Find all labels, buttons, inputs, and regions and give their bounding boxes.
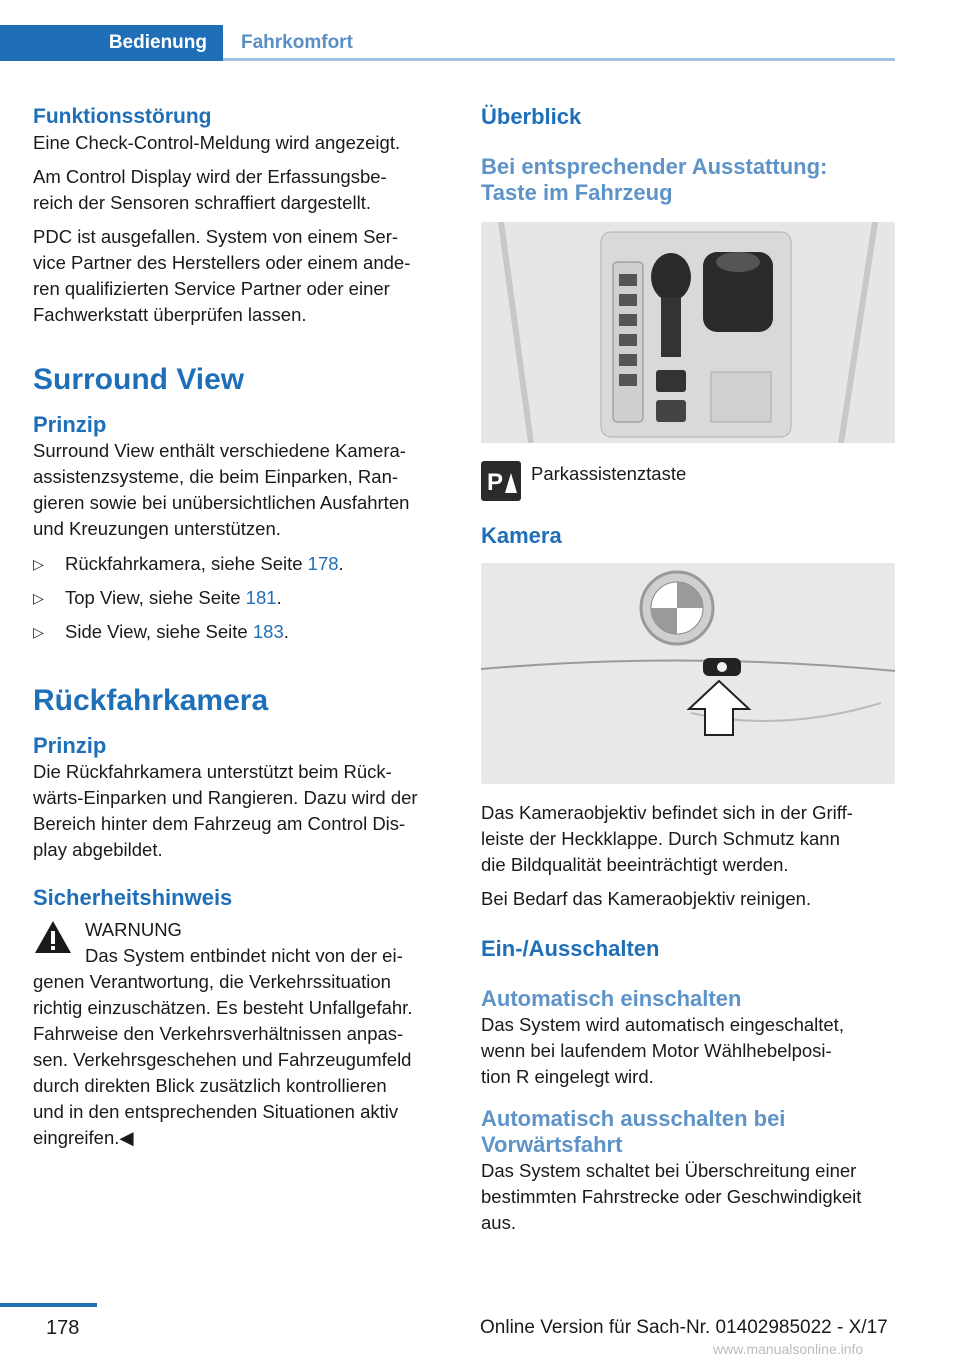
chapter-tabs	[0, 25, 895, 61]
rk-para-line-3: Bereich hinter dem Fahrzeug am Control Dis-	[33, 813, 406, 834]
cam-para-line-3: die Bildqualität beeinträchtigt werden.	[481, 854, 789, 875]
list-item: ▷ Rückfahrkamera, siehe Seite 178.	[33, 551, 447, 577]
tab-bedienung[interactable]	[0, 25, 223, 61]
funk-para-3-line-1: PDC ist ausgefallen. System von einem Ser-	[33, 226, 399, 247]
footer-rule	[0, 1303, 97, 1307]
rk-prinzip-heading: Prinzip	[33, 733, 107, 758]
funk-para-3-line-4: Fachwerkstatt überprüfen lassen.	[33, 304, 307, 325]
tailgate-camera-illustration	[481, 563, 895, 784]
funk-para-3-line-2: vice Partner des Herstellers oder einem ande-	[33, 252, 411, 273]
sv-para-line-2: assistenzsysteme, die beim Einparken, Ran-	[33, 466, 399, 487]
sv-prinzip-heading: Prinzip	[33, 412, 107, 437]
funk-para-2-line-1: Am Control Display wird der Erfassungsbe-	[33, 166, 387, 187]
auto-aus-line-1: Das System schaltet bei Überschreitung einer	[481, 1160, 857, 1181]
tab-bedienung-label: Bedienung	[108, 32, 207, 53]
auto-aus-line-2: bestimmten Fahrstrecke oder Geschwindigkeit	[481, 1186, 862, 1207]
cam-para-line-2: leiste der Heckklappe. Durch Schmutz kann	[481, 828, 840, 849]
auto-aus-heading-line-2: Vorwärtsfahrt	[481, 1132, 623, 1157]
auto-ein-line-2: wenn bei laufendem Motor Wählhebelposi-	[481, 1040, 832, 1061]
sv-para-line-4: und Kreuzungen unterstützen.	[33, 518, 281, 539]
warning-line-7: und in den entsprechenden Situationen aktiv	[33, 1101, 399, 1122]
ausstattung-heading-line-2: Taste im Fahrzeug	[481, 180, 673, 205]
watermark: www.manualsonline.info	[713, 1341, 864, 1357]
warning-label: WARNUNG	[85, 919, 182, 940]
warning-line-6: durch direkten Blick zusätzlich kontrollieren	[33, 1075, 387, 1096]
center-console-image	[481, 222, 895, 443]
warning-line-5: sen. Verkehrsgeschehen und Fahrzeugumfeld	[33, 1049, 412, 1070]
rk-para-line-1: Die Rückfahrkamera unterstützt beim Rück-	[33, 761, 392, 782]
page-link[interactable]: 178	[307, 553, 339, 574]
tailgate-camera-image	[481, 563, 895, 784]
sv-para-line-3: gieren sowie bei unübersichtlichen Ausfahrten	[33, 492, 410, 513]
tab-fahrkomfort-label: Fahrkomfort	[241, 32, 353, 53]
list-item: ▷ Side View, siehe Seite 183.	[33, 619, 447, 645]
kamera-heading: Kamera	[481, 523, 562, 548]
funk-para-2-line-2: reich der Sensoren schraffiert dargestellt.	[33, 192, 371, 213]
page-number: 178	[46, 1317, 80, 1339]
bullet-triangle-icon: ▷	[33, 590, 44, 606]
sicherheitshinweis-heading: Sicherheitshinweis	[33, 885, 233, 910]
park-assist-label: Parkassistenztaste	[531, 463, 687, 484]
tab-fahrkomfort[interactable]	[241, 25, 353, 61]
warning-line-2: genen Verantwortung, die Verkehrssituation	[33, 971, 391, 992]
left-column	[33, 100, 447, 1151]
warning-line-8: eingreifen.◀	[33, 1127, 134, 1148]
park-assist-row	[481, 461, 895, 503]
warning-line-3: richtig einzuschätzen. Es besteht Unfallgefahr.	[33, 997, 413, 1018]
ein-aus-heading: Ein-/Ausschalten	[481, 936, 660, 961]
right-column	[481, 100, 895, 1236]
bullet-triangle-icon: ▷	[33, 624, 44, 640]
cam-para-2: Bei Bedarf das Kameraobjektiv reinigen.	[481, 888, 812, 909]
rk-para-line-4: play abgebildet.	[33, 839, 163, 860]
ueberblick-heading: Überblick	[481, 104, 582, 129]
auto-aus-heading-line-1: Automatisch ausschalten bei	[481, 1106, 786, 1131]
auto-ein-line-3: tion R eingelegt wird.	[481, 1066, 654, 1087]
funk-para-1: Eine Check-Control-Meldung wird angezeigt.	[33, 132, 401, 153]
online-version: Online Version für Sach-Nr. 01402985022 - X/17	[480, 1317, 888, 1338]
rk-para-line-2: wärts-Einparken und Rangieren. Dazu wird der	[33, 787, 418, 808]
auto-ein-heading: Automatisch einschalten	[481, 986, 742, 1011]
rueckfahrkamera-heading: Rückfahrkamera	[33, 684, 269, 717]
warning-line-1: Das System entbindet nicht von der ei-	[85, 945, 403, 966]
warning-block	[33, 917, 447, 969]
svg-text:P: P	[487, 469, 504, 496]
tab-underline	[223, 58, 895, 61]
auto-ein-line-1: Das System wird automatisch eingeschaltet,	[481, 1014, 844, 1035]
center-console-illustration	[481, 222, 895, 443]
park-assist-icon	[481, 461, 521, 501]
funk-para-3-line-3: ren qualifizierten Service Partner oder einer	[33, 278, 390, 299]
page-link[interactable]: 181	[245, 587, 277, 608]
bullet-triangle-icon: ▷	[33, 556, 44, 572]
auto-aus-line-3: aus.	[481, 1212, 516, 1233]
surround-view-heading: Surround View	[33, 363, 245, 396]
warning-triangle-icon	[33, 919, 73, 955]
sv-para-line-1: Surround View enthält verschiedene Kamera-	[33, 440, 406, 461]
list-item: ▷ Top View, siehe Seite 181.	[33, 585, 447, 611]
funktionsstoerung-heading: Funktionsstörung	[33, 105, 212, 128]
surround-view-list	[33, 551, 447, 645]
page-link[interactable]: 183	[252, 621, 284, 642]
warning-line-4: Fahrweise den Verkehrsverhältnissen anpas-	[33, 1023, 404, 1044]
cam-para-line-1: Das Kameraobjektiv befindet sich in der Griff-	[481, 802, 853, 823]
ausstattung-heading-line-1: Bei entsprechender Ausstattung:	[481, 154, 828, 179]
